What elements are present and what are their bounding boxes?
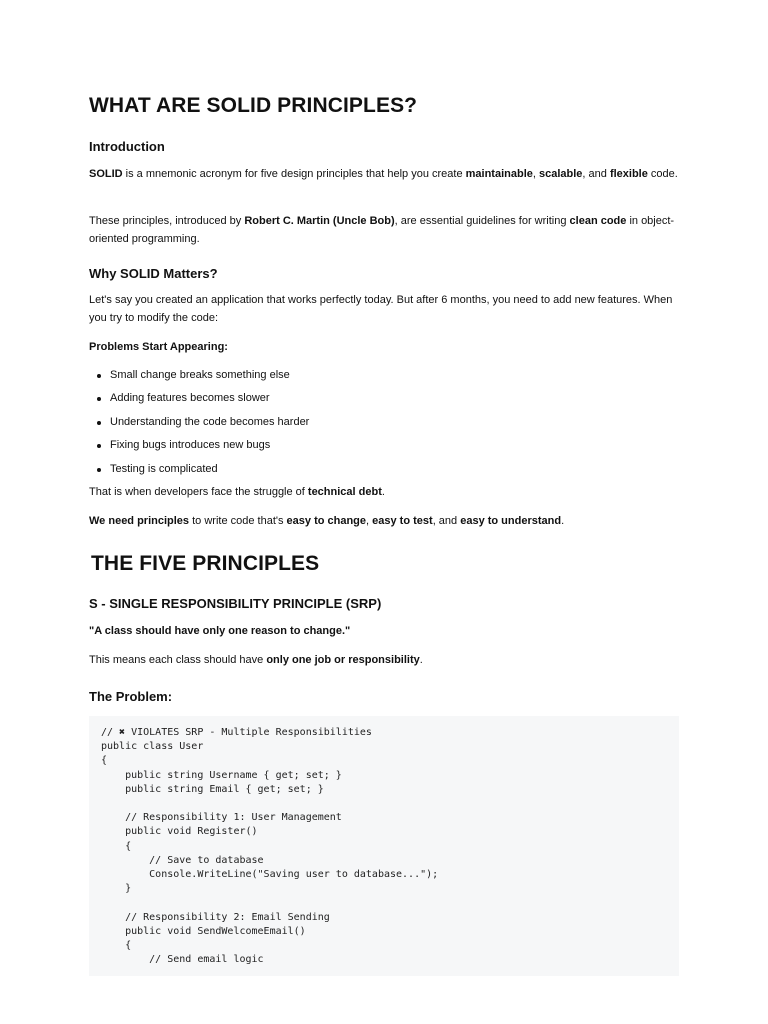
five-principles-title: THE FIVE PRINCIPLES: [91, 552, 320, 575]
list-item: Adding features becomes slower: [89, 389, 309, 412]
page-title: WHAT ARE SOLID PRINCIPLES?: [89, 94, 418, 117]
intro-paragraph-1: SOLID is a mnemonic acronym for five design principles that help you create maintainable, scalable, and flexible code.: [89, 168, 678, 180]
need-principles-paragraph: We need principles to write code that's easy to change, easy to test, and easy to understand.: [89, 515, 565, 527]
why-paragraph: Let's say you created an application that works perfectly today. But after 6 months, you need to add new features. When you try to modify the code:: [89, 294, 673, 324]
problem-heading: The Problem:: [89, 689, 173, 704]
list-item: Small change breaks something else: [89, 366, 309, 389]
srp-meaning: This means each class should have only one job or responsibility.: [89, 654, 423, 666]
code-block: [89, 716, 679, 976]
problems-heading: Problems Start Appearing:: [89, 341, 228, 353]
why-heading: Why SOLID Matters?: [89, 266, 218, 281]
intro-paragraph-2: These principles, introduced by Robert C. Martin (Uncle Bob), are essential guidelines for writing clean code in object-oriented programming.: [89, 215, 675, 245]
problems-list: [89, 366, 309, 483]
list-item: Fixing bugs introduces new bugs: [89, 436, 309, 459]
list-item: Testing is complicated: [89, 460, 309, 483]
srp-quote: "A class should have only one reason to change.": [89, 625, 351, 637]
list-item: Understanding the code becomes harder: [89, 413, 309, 436]
srp-heading: S - SINGLE RESPONSIBILITY PRINCIPLE (SRP): [89, 596, 382, 611]
intro-heading: Introduction: [89, 139, 165, 154]
code-content: // ✖ VIOLATES SRP - Multiple Responsibilities public class User { public string Username { get; set; } public string Email { get; set; } // Responsibility 1: User Management public void Register() { // Save to database Console.WriteLine("Saving user to database..."); } // Responsibility 2: Email Sending public void SendWelcomeEmail() { // Send email logic: [101, 727, 439, 966]
technical-debt-paragraph: That is when developers face the struggle of technical debt.: [89, 486, 385, 498]
